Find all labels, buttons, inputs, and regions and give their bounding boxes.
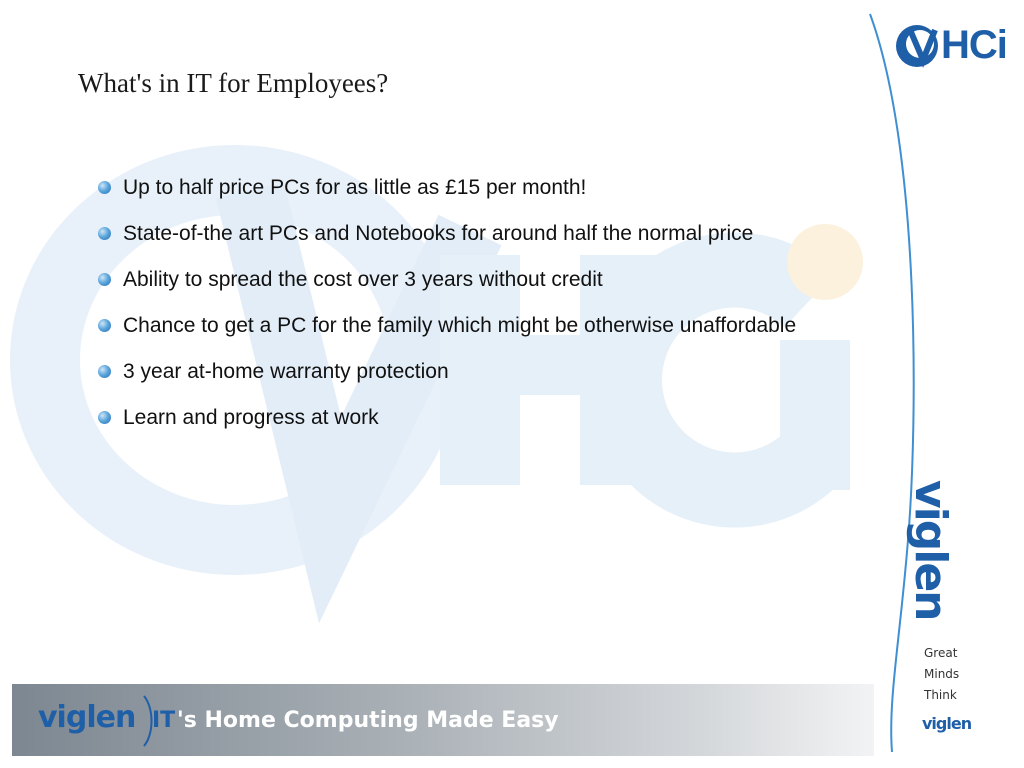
bullet-text: State-of-the art PCs and Notebooks for around half the normal price [123,222,754,245]
bullet-item [96,310,836,341]
bullet-text: Learn and progress at work [123,406,379,429]
bullet-text: Ability to spread the cost over 3 years without credit [123,268,603,291]
bullet-item [96,402,836,433]
bullet-item [96,218,836,249]
sphere-bullet-icon [98,273,111,286]
viglen-small-logo: viglen [922,714,972,733]
hci-logo-text: HCi [941,23,1007,67]
divider-curve [860,0,920,768]
tagline-line: Think [924,688,957,702]
bullet-item [96,264,836,295]
sphere-bullet-icon [98,365,111,378]
footer-tagline: 's Home Computing Made Easy [177,708,559,733]
viglen-vertical-logo [906,480,958,630]
bullet-list [96,172,836,448]
bullet-text: 3 year at-home warranty protection [123,360,449,383]
tagline-line: Great [924,646,958,660]
tagline-line: Minds [924,667,960,681]
bullet-item [96,356,836,387]
slide-title: What's in IT for Employees? [78,68,389,98]
bullet-item [96,172,836,203]
footer-viglen-logo: viglen [38,700,136,735]
sphere-bullet-icon [98,227,111,240]
sphere-bullet-icon [98,181,111,194]
sphere-bullet-icon [98,319,111,332]
footer-it: IT [152,708,176,733]
tagline [924,643,959,706]
viglen-vertical-text: viglen [905,480,956,620]
bullet-text: Chance to get a PC for the family which might be otherwise unaffordable [123,314,797,337]
bullet-text: Up to half price PCs for as little as £15 per month! [123,176,587,199]
sphere-bullet-icon [98,411,111,424]
